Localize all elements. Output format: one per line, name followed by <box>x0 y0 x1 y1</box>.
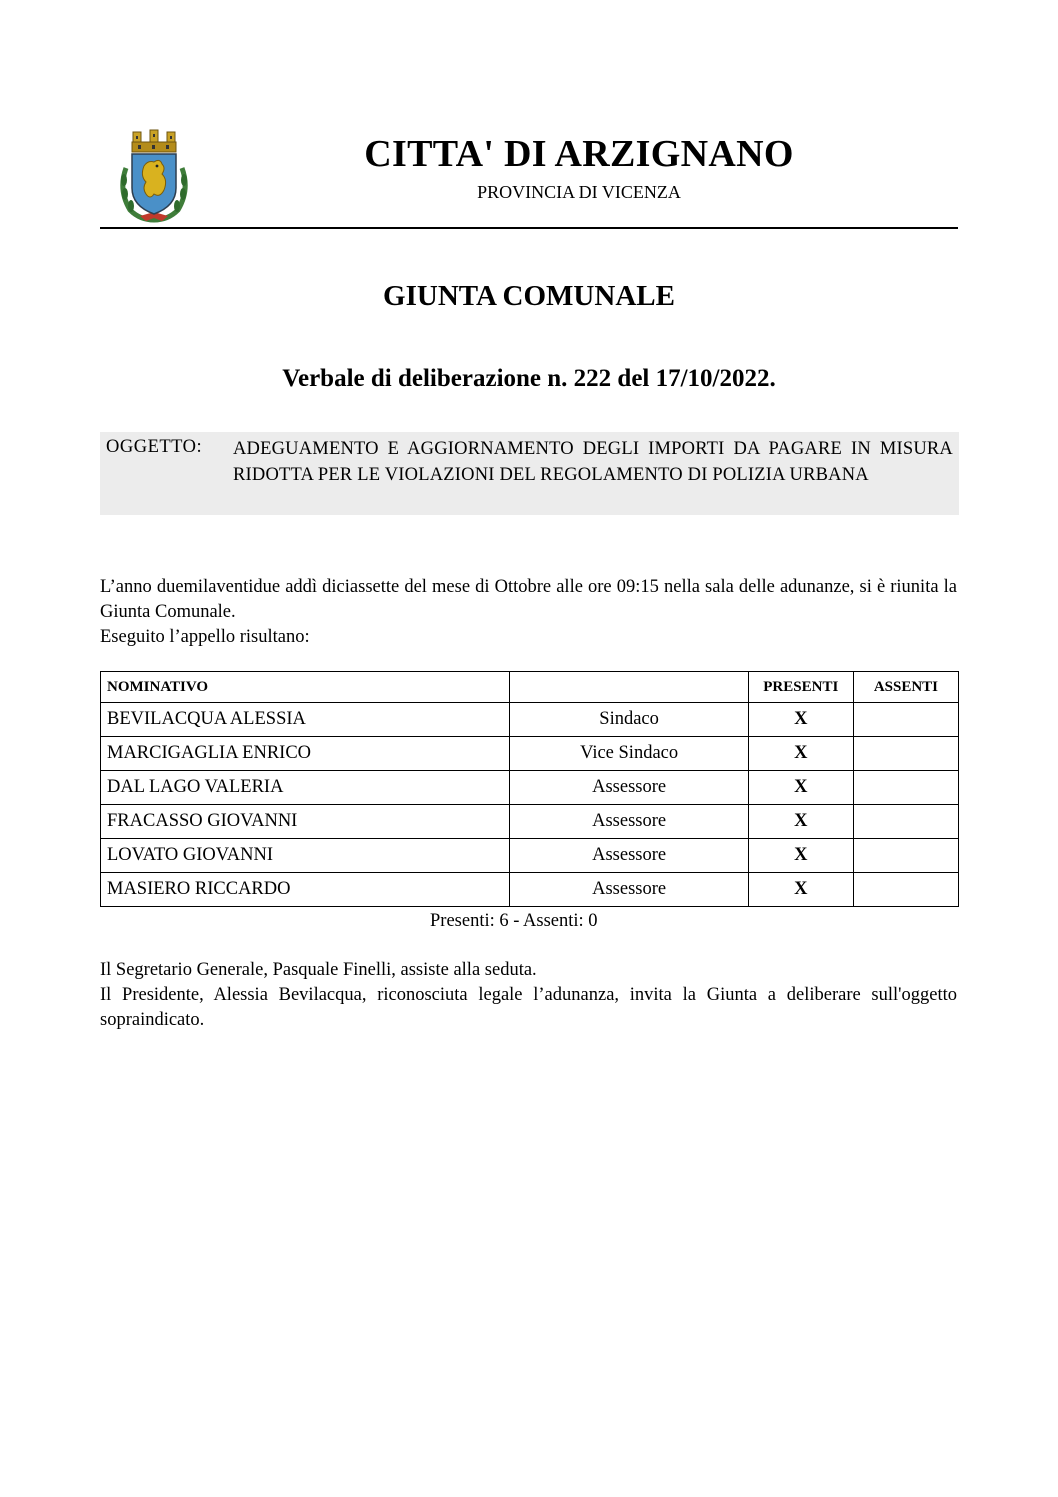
table-row <box>101 839 959 873</box>
subject-label: OGGETTO: <box>106 437 203 457</box>
member-name: MARCIGAGLIA ENRICO <box>101 737 510 771</box>
meeting-paragraph: L’anno duemilaventidue addì diciassette del mese di Ottobre alle ore 09:15 nella sala delle adunanze, si è riunita la Giunta Comunale. <box>100 577 957 622</box>
attendance-table <box>100 671 959 907</box>
table-row <box>101 873 959 907</box>
roll-call-line: Eseguito l’appello risultano: <box>100 627 310 647</box>
member-name: BEVILACQUA ALESSIA <box>101 703 510 737</box>
absent-mark <box>853 703 958 737</box>
present-mark: X <box>748 873 853 907</box>
province-name: PROVINCIA DI VICENZA <box>477 182 681 202</box>
member-role: Assessore <box>510 839 748 873</box>
header-divider <box>100 227 958 229</box>
absent-mark <box>853 873 958 907</box>
document-body-title: GIUNTA COMUNALE <box>383 280 675 312</box>
header-presenti: PRESENTI <box>748 672 853 703</box>
present-mark: X <box>748 839 853 873</box>
member-role: Assessore <box>510 771 748 805</box>
present-mark: X <box>748 805 853 839</box>
closing-section <box>100 958 957 1033</box>
table-row <box>101 805 959 839</box>
coat-of-arms-icon <box>116 128 192 224</box>
absent-mark <box>853 737 958 771</box>
member-name: MASIERO RICCARDO <box>101 873 510 907</box>
member-role: Sindaco <box>510 703 748 737</box>
member-name: FRACASSO GIOVANNI <box>101 805 510 839</box>
deliberation-title: Verbale di deliberazione n. 222 del 17/10/2022. <box>282 365 776 392</box>
absent-mark <box>853 839 958 873</box>
table-row <box>101 737 959 771</box>
member-role: Vice Sindaco <box>510 737 748 771</box>
member-name: DAL LAGO VALERIA <box>101 771 510 805</box>
president-line: Il Presidente, Alessia Bevilacqua, riconosciuta legale l’adunanza, invita la Giunta a deliberare sull'oggetto sopraindicato. <box>100 985 957 1030</box>
member-role: Assessore <box>510 873 748 907</box>
city-name: CITTA' DI ARZIGNANO <box>364 133 794 175</box>
table-header-row <box>101 672 959 703</box>
table-row <box>101 771 959 805</box>
header-nominativo: NOMINATIVO <box>101 672 510 703</box>
present-mark: X <box>748 703 853 737</box>
subject-box <box>100 432 959 515</box>
absent-mark <box>853 771 958 805</box>
header-assenti: ASSENTI <box>853 672 958 703</box>
member-role: Assessore <box>510 805 748 839</box>
present-mark: X <box>748 737 853 771</box>
absent-mark <box>853 805 958 839</box>
present-mark: X <box>748 771 853 805</box>
secretary-line: Il Segretario Generale, Pasquale Finelli, assiste alla seduta. <box>100 960 537 980</box>
header-role <box>510 672 748 703</box>
subject-text: ADEGUAMENTO E AGGIORNAMENTO DEGLI IMPORTI DA PAGARE IN MISURA RIDOTTA PER LE VIOLAZIONI DEL REGOLAMENTO DI POLIZIA URBANA <box>233 439 953 485</box>
intro-section <box>100 575 957 650</box>
totals-text: Presenti: 6 - Assenti: 0 <box>430 911 598 931</box>
member-name: LOVATO GIOVANNI <box>101 839 510 873</box>
table-row <box>101 703 959 737</box>
